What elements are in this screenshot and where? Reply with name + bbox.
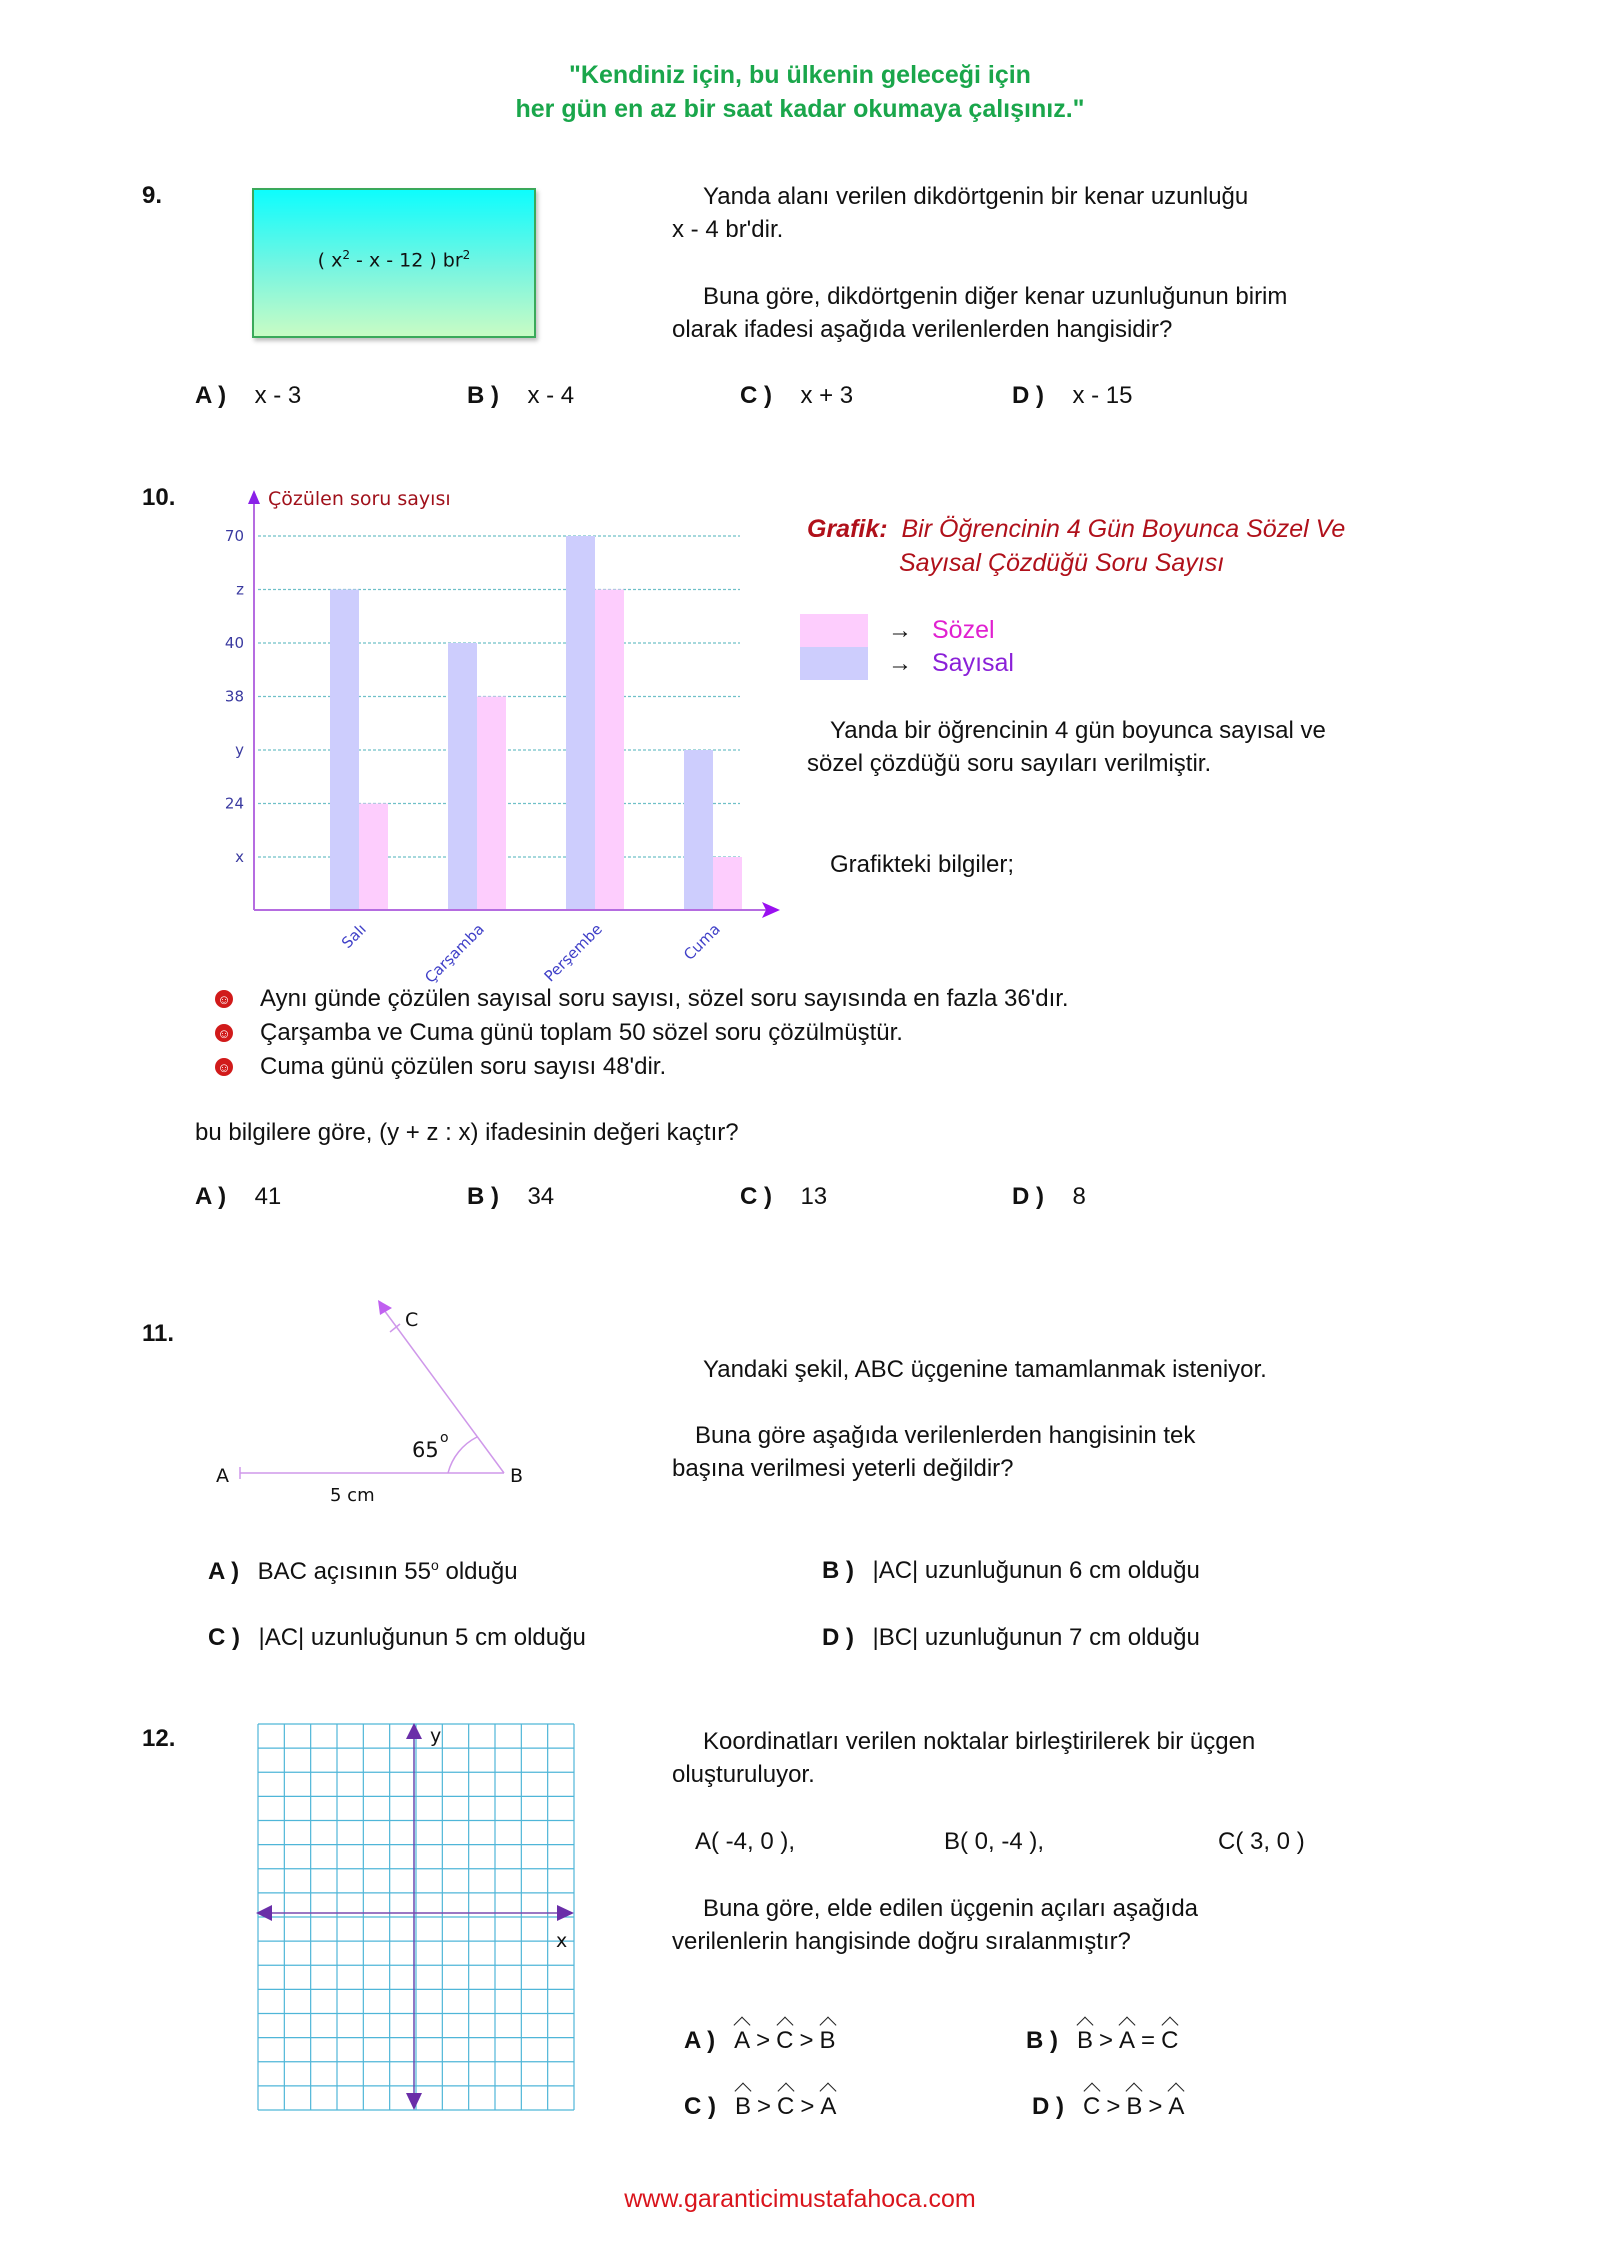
angle-term: B [1077, 2027, 1094, 2054]
comparison-operator: > [756, 2027, 771, 2054]
option-b[interactable] [1026, 2027, 1181, 2055]
option-value: 8 [1072, 1183, 1086, 1210]
bullet-item [215, 982, 1069, 1016]
bullet-text: Cuma günü çözülen soru sayısı 48'dir. [260, 1053, 667, 1080]
bullet-text: Aynı günde çözülen sayısal soru sayısı, sözel soru sayısında en fazla 36'dır. [260, 985, 1069, 1012]
comparison-operator: > [757, 2093, 772, 2120]
angle-term: A [1119, 2027, 1136, 2054]
chart-legend [800, 614, 1014, 680]
q9-text-line: olarak ifadesi aşağıda verilenlerden hangisidir? [672, 316, 1173, 343]
y-tick-label: z [236, 580, 244, 599]
angle-term: C [1083, 2093, 1101, 2120]
y-tick-label: 70 [224, 527, 244, 545]
option-value: 34 [527, 1183, 555, 1210]
option-letter: D ) [1032, 2093, 1064, 2120]
option-value: 41 [254, 1183, 282, 1210]
legend-label: Sözel [932, 616, 995, 644]
triangle-diagram [130, 1290, 570, 1540]
option-value: BAC açısının 55 [257, 1558, 431, 1585]
grafik-title-line: Sayısal Çözdüğü Soru Sayısı [899, 549, 1225, 577]
y-tick-label: x [235, 848, 244, 866]
point-c-coord: C( 3, 0 ) [1218, 1828, 1305, 1855]
point-b-label: B [510, 1465, 524, 1487]
coordinate-grid [254, 1720, 580, 2112]
angle-term: A [734, 2027, 751, 2054]
y-axis-title: Çözülen soru sayısı [268, 488, 451, 510]
x-axis-right-arrow-icon [557, 1905, 574, 1921]
arrow-right-icon: → [888, 616, 912, 644]
question-number: 10. [142, 484, 176, 511]
angle-term: A [820, 2093, 837, 2120]
bar-sayısal-2 [566, 536, 595, 910]
angle-arc [448, 1437, 477, 1473]
option-value: |AC| uzunluğunun 6 cm olduğu [872, 1557, 1200, 1584]
q10-desc-line: sözel çözdüğü soru sayıları verilmiştir. [807, 750, 1212, 777]
y-axis-up-arrow-icon [406, 1723, 422, 1739]
option-a[interactable] [195, 1183, 281, 1211]
x-axis-label: x [556, 1930, 568, 1952]
y-tick-label: 24 [224, 794, 244, 813]
arrow-right-icon: → [888, 649, 912, 677]
q10-question: bu bilgilere göre, (y + z : x) ifadesinin değeri kaçtır? [195, 1119, 739, 1146]
option-letter: D ) [1012, 1183, 1044, 1210]
bar-sayısal-3 [684, 750, 713, 910]
bar-sözel-1 [477, 697, 506, 911]
question-number: 12. [142, 1725, 176, 1752]
ray-bc [384, 1310, 504, 1473]
option-value: |BC| uzunluğunun 7 cm olduğu [872, 1624, 1200, 1651]
smiley-bullet-icon: ☺ [215, 1058, 233, 1076]
bar-sayısal-1 [448, 643, 477, 910]
option-value: x + 3 [800, 382, 854, 409]
question-number: 9. [142, 182, 163, 209]
length-label: 5 cm [330, 1485, 375, 1506]
option-c[interactable] [208, 1624, 586, 1652]
point-b-coord: B( 0, -4 ), [944, 1828, 1045, 1855]
q11-text-line: Buna göre aşağıda verilenlerden hangisinin tek [695, 1422, 1196, 1449]
option-letter: A ) [195, 382, 227, 409]
expr-part: ( x [317, 249, 343, 272]
angle-term: A [1168, 2093, 1185, 2120]
x-tick-label: Çarşamba [421, 920, 488, 987]
footer-website[interactable]: www.garanticimustafahoca.com [624, 2185, 976, 2213]
option-letter: A ) [208, 1558, 240, 1585]
option-d[interactable] [1032, 2093, 1187, 2121]
question-number: 11. [142, 1320, 175, 1347]
bar-sayısal-0 [330, 590, 359, 911]
comparison-operator: > [1148, 2093, 1163, 2120]
degree-symbol: o [440, 1430, 449, 1446]
chart-title [807, 512, 1345, 580]
q9-text-line: Yanda alanı verilen dikdörtgenin bir kenar uzunluğu [703, 183, 1249, 210]
bullet-item [215, 1050, 1069, 1084]
degree-symbol: o [431, 1557, 439, 1573]
option-d[interactable] [1012, 1183, 1086, 1211]
point-a-label: A [216, 1465, 229, 1487]
bullet-text: Çarşamba ve Cuma günü toplam 50 sözel soru çözülmüştür. [260, 1019, 903, 1046]
y-axis-down-arrow-icon [406, 2093, 422, 2110]
angle-term: B [735, 2093, 752, 2120]
y-axis-arrow-icon [248, 490, 260, 504]
option-value: |AC| uzunluğunun 5 cm olduğu [258, 1624, 586, 1651]
comparison-operator: > [799, 2027, 814, 2054]
q10-desc-line: Yanda bir öğrencinin 4 gün boyunca sayısal ve [830, 717, 1326, 744]
grafik-title-line: Bir Öğrencinin 4 Gün Boyunca Sözel Ve [901, 515, 1346, 543]
bar-sözel-0 [359, 804, 388, 911]
legend-label: Sayısal [932, 649, 1014, 677]
expr-exponent: 2 [462, 248, 471, 262]
q12-text-line: verilenlerin hangisinde doğru sıralanmıştır? [672, 1928, 1131, 1955]
option-value [1074, 2027, 1181, 2054]
option-a[interactable] [208, 1557, 518, 1586]
option-a[interactable] [684, 2027, 839, 2055]
q12-text-line: Buna göre, elde edilen üçgenin açıları aşağıda [703, 1895, 1199, 1922]
q9-text-line: x - 4 br'dir. [672, 216, 784, 243]
point-c-label: C [405, 1309, 419, 1331]
y-tick-label: 38 [224, 687, 244, 706]
option-d[interactable] [822, 1624, 1200, 1652]
option-value: x - 15 [1072, 382, 1133, 409]
option-letter: D ) [822, 1624, 854, 1651]
angle-label: 65 [412, 1438, 439, 1462]
angle-term: C [776, 2027, 794, 2054]
legend-swatch [800, 614, 868, 647]
option-c[interactable] [740, 1183, 827, 1211]
smiley-bullet-icon: ☺ [215, 1024, 233, 1042]
q12-text-line: Koordinatları verilen noktalar birleştirilerek bir üçgen [703, 1728, 1256, 1755]
option-letter: C ) [740, 1183, 772, 1210]
option-value: x - 4 [527, 382, 575, 409]
bar-sözel-3 [713, 857, 742, 910]
bar-sözel-2 [595, 590, 624, 911]
ray-arrow-icon [378, 1300, 392, 1315]
legend-item-sayisal [800, 647, 1014, 680]
q11-text-line: Yandaki şekil, ABC üçgenine tamamlanmak isteniyor. [703, 1356, 1267, 1383]
comparison-operator: = [1141, 2027, 1156, 2054]
option-c[interactable] [684, 2093, 839, 2121]
y-axis-label: y [430, 1725, 442, 1747]
y-tick-label: y [235, 741, 244, 759]
expr-part: - x - 12 ) br [350, 249, 463, 272]
y-tick-label: 40 [224, 634, 244, 652]
option-letter: B ) [467, 382, 499, 409]
smiley-bullet-icon: ☺ [215, 990, 233, 1008]
comparison-operator: > [1099, 2027, 1114, 2054]
comparison-operator: > [1106, 2093, 1121, 2120]
legend-item-sozel [800, 614, 1014, 647]
option-b[interactable] [467, 1183, 554, 1211]
option-letter: B ) [1026, 2027, 1058, 2054]
angle-term: B [819, 2027, 836, 2054]
option-value [1080, 2093, 1187, 2120]
angle-term: B [1126, 2093, 1143, 2120]
option-value [732, 2093, 839, 2120]
option-letter: A ) [195, 1183, 227, 1210]
x-tick-label: Salı [337, 920, 370, 952]
comparison-operator: > [800, 2093, 815, 2120]
option-letter: C ) [740, 382, 772, 409]
option-value: 13 [800, 1183, 828, 1210]
option-letter: C ) [684, 2093, 716, 2120]
option-value: olduğu [438, 1558, 518, 1585]
option-letter: B ) [467, 1183, 499, 1210]
option-b[interactable] [822, 1557, 1200, 1585]
option-letter: A ) [684, 2027, 716, 2054]
q9-text-line: Buna göre, dikdörtgenin diğer kenar uzunluğunun birim [703, 283, 1288, 310]
q10-info-label: Grafikteki bilgiler; [830, 851, 1015, 878]
x-tick-label: Perşembe [540, 920, 606, 986]
point-a-coord: A( -4, 0 ), [695, 1828, 796, 1855]
expr-exponent: 2 [342, 248, 351, 262]
angle-term: C [1161, 2027, 1179, 2054]
option-letter: B ) [822, 1557, 854, 1584]
legend-swatch [800, 647, 868, 680]
option-value: x - 3 [254, 382, 302, 409]
grafik-label: Grafik: [807, 515, 888, 543]
info-bullets [215, 982, 1069, 1084]
motto-line-2: her gün en az bir saat kadar okumaya çalışınız." [515, 95, 1085, 123]
bullet-item [215, 1016, 1069, 1050]
x-tick-label: Cuma [680, 920, 724, 964]
motto-line-1: "Kendiniz için, bu ülkenin geleceği için [569, 61, 1031, 89]
option-value [731, 2027, 838, 2054]
bar-chart [0, 0, 800, 1000]
angle-term: C [777, 2093, 795, 2120]
option-d[interactable] [1012, 382, 1132, 410]
option-letter: D ) [1012, 382, 1044, 409]
option-letter: C ) [208, 1624, 240, 1651]
q12-text-line: oluşturuluyor. [672, 1761, 815, 1788]
q11-text-line: başına verilmesi yeterli değildir? [672, 1455, 1014, 1482]
